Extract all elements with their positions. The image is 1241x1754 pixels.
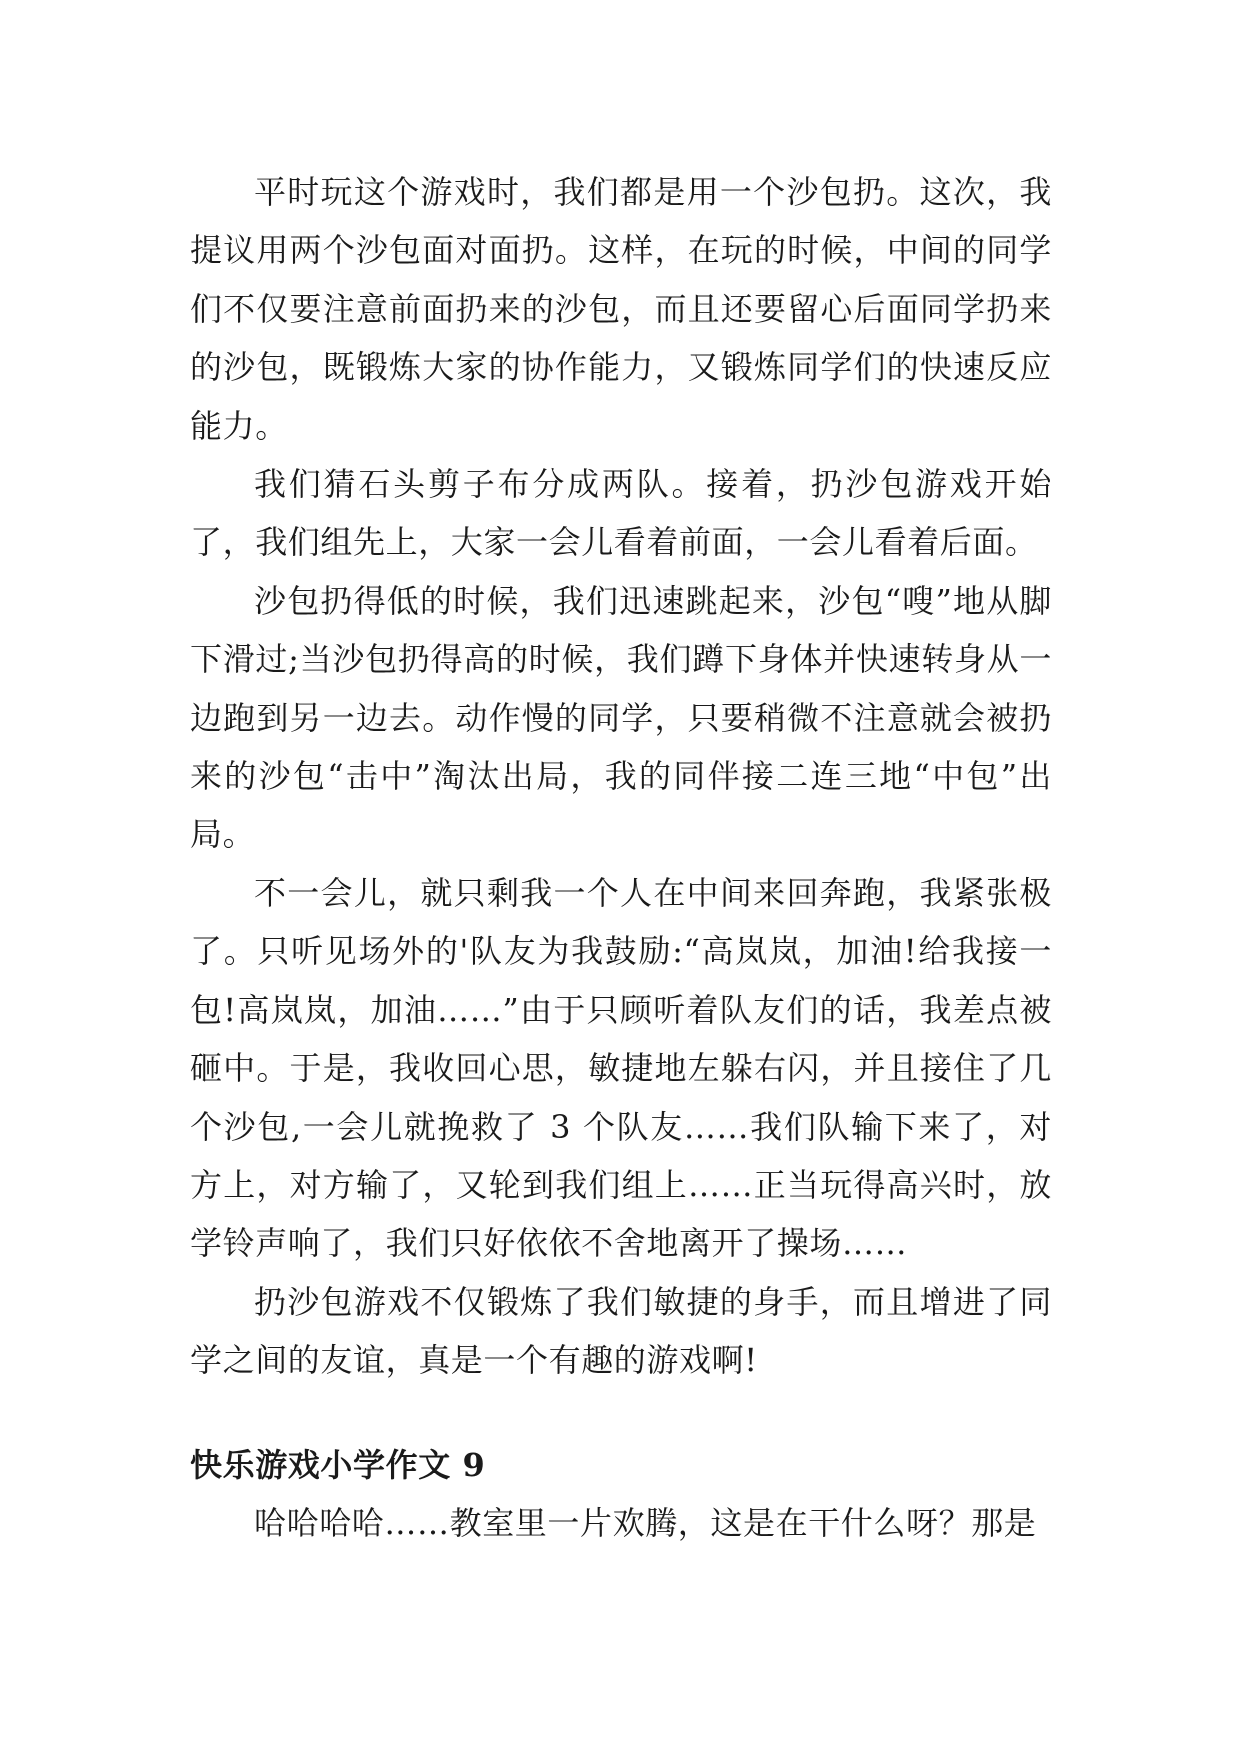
paragraph: 哈哈哈哈……教室里一片欢腾，这是在干什么呀？那是: [254, 1503, 1037, 1542]
paragraph: 扔沙包游戏不仅锻炼了我们敏捷的身手，而且增进了同学之间的友谊，真是一个有趣的游戏啊!: [190, 1282, 1052, 1380]
paragraph: 不一会儿，就只剩我一个人在中间来回奔跑，我紧张极了。只听见场外的'队友为我鼓励:“高岚岚，加油!给我接一包!高岚岚，加油……”由于只顾听着队友们的话，我差点被砸中。于是，我收回心思，敏捷地左躲右闪，并且接住了几个沙包,一会儿就挽救了 3 个队友……我们队输下来了，对方上，对方输了，又轮到我们组上……正当玩得高兴时，放学铃声响了，我们只好依依不舍地离开了操场……: [190, 873, 1052, 1263]
paragraph: 我们猜石头剪子布分成两队。接着，扔沙包游戏开始了，我们组先上，大家一会儿看着前面，一会儿看着后面。: [190, 465, 1052, 562]
section-heading: 快乐游戏小学作文 9: [190, 1445, 486, 1484]
document-page: [190, 163, 1052, 1552]
paragraph: 平时玩这个游戏时，我们都是用一个沙包扔。这次，我提议用两个沙包面对面扔。这样，在玩的时候，中间的同学们不仅要注意前面扔来的沙包，而且还要留心后面同学扔来的沙包，既锻炼大家的协作能力，又锻炼同学们的快速反应能力。: [190, 173, 1052, 445]
paragraph: 沙包扔得低的时候，我们迅速跳起来，沙包“嗖”地从脚下滑过;当沙包扔得高的时候，我们蹲下身体并快速转身从一边跑到另一边去。动作慢的同学，只要稍微不注意就会被扔来的沙包“击中”淘汰出局，我的同伴接二连三地“中包”出局。: [190, 581, 1052, 854]
